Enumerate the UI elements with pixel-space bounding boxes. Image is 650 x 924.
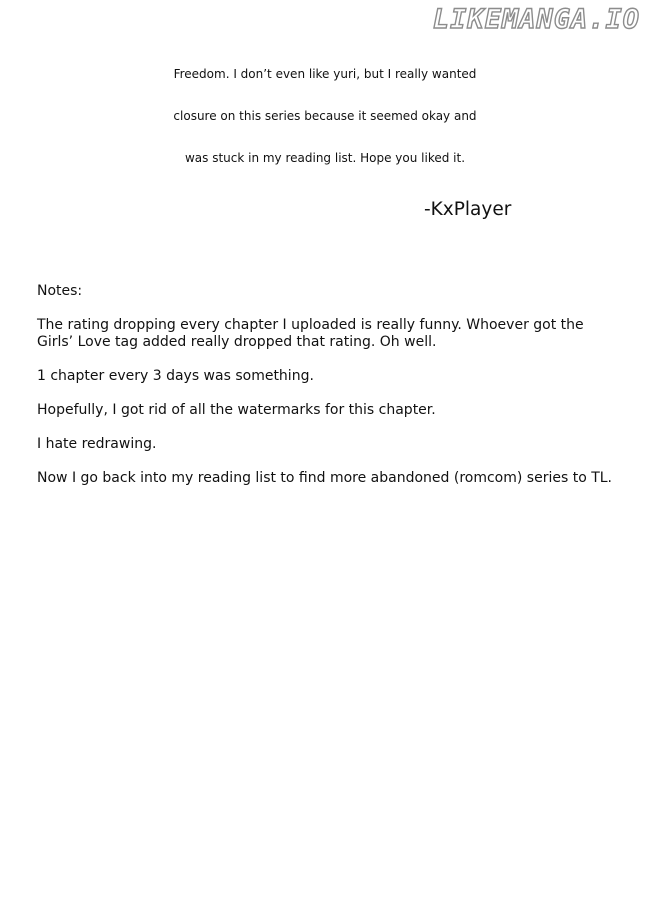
notes-section — [37, 283, 617, 504]
message-line: closure on this series because it seemed okay and — [173, 109, 477, 123]
note-item: The rating dropping every chapter I uploaded is really funny. Whoever got the Girls’ Love tag added really dropped that rating. Oh well. — [37, 317, 584, 350]
site-watermark: LIKEMANGA.IO — [432, 4, 640, 35]
note-item: 1 chapter every 3 days was something. — [37, 368, 314, 384]
note-item: Now I go back into my reading list to find more abandoned (romcom) series to TL. — [37, 470, 613, 486]
notes-heading: Notes: — [37, 283, 83, 299]
translator-message — [0, 53, 650, 179]
message-line: was stuck in my reading list. Hope you liked it. — [184, 151, 466, 165]
message-line: Freedom. I don’t even like yuri, but I really wanted — [173, 67, 477, 81]
note-item: Hopefully, I got rid of all the watermarks for this chapter. — [37, 402, 436, 418]
note-item: I hate redrawing. — [37, 436, 157, 452]
translator-signature: -KxPlayer — [424, 199, 512, 220]
